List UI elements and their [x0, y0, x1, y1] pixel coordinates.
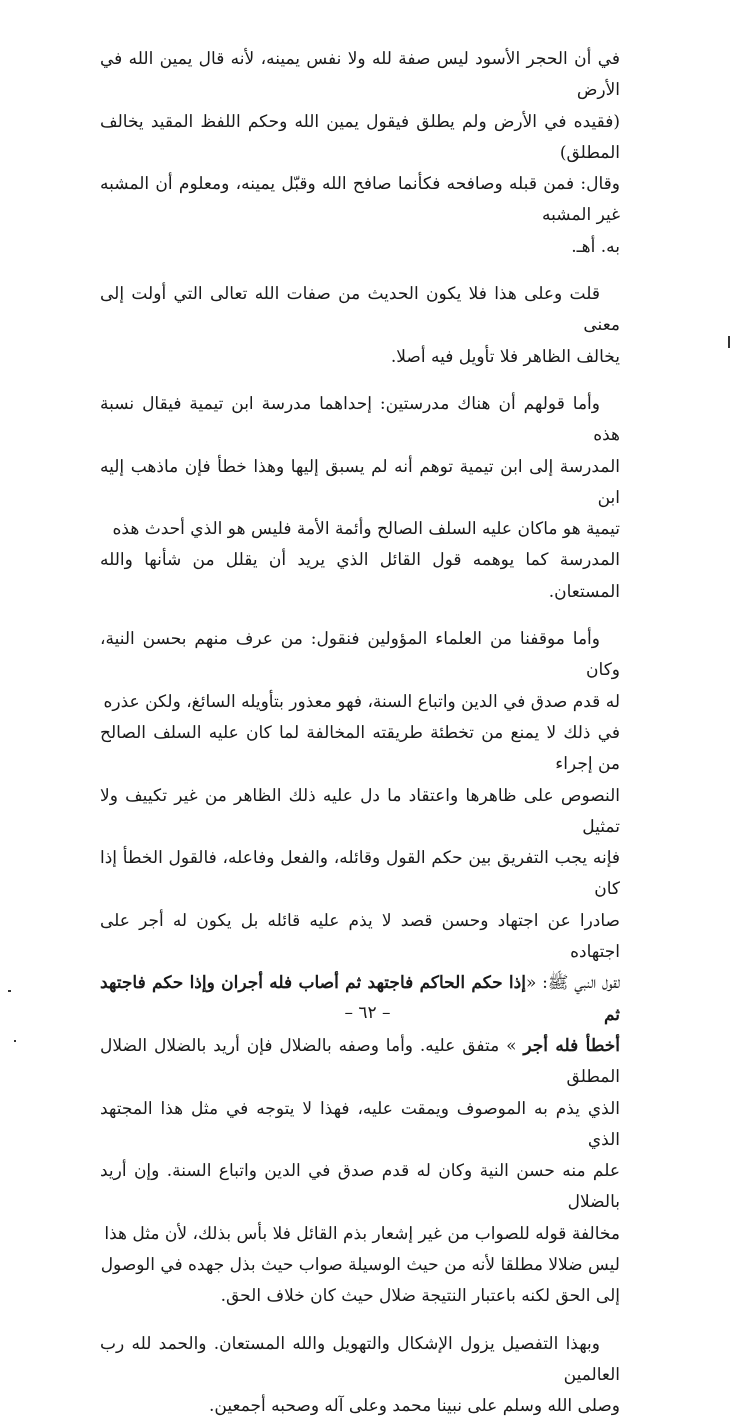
line: في أن الحجر الأسود ليس صفة لله ولا نفس يمينه، لأنه قال يمين الله في الأرض — [100, 49, 620, 101]
hadith-intro: لقول النبي ﷺ: « — [525, 973, 620, 994]
line: به. أهـ. — [571, 236, 620, 257]
line: تيمية هو ماكان عليه السلف الصالح وأئمة الأمة فليس هو الذي أحدث هذه — [112, 519, 620, 540]
hadith-text-end: أخطأ فله أجر — [523, 1035, 620, 1056]
line: قلت وعلى هذا فلا يكون الحديث من صفات الله تعالى التي أولت إلى معنى — [100, 284, 620, 336]
paragraph-3 — [100, 389, 620, 608]
line: إلى الحق لكنه باعتبار النتيجة ضلال حيث كان خلاف الحق. — [220, 1286, 620, 1307]
paragraph-2 — [100, 279, 620, 373]
line: وبهذا التفصيل يزول الإشكال والتهويل والله المستعان. والحمد لله رب العالمين — [100, 1333, 620, 1385]
line: في ذلك لا يمنع من تخطئة طريقته المخالفة لما كان عليه السلف الصالح من إجراء — [100, 722, 620, 775]
paragraph-5 — [100, 1329, 620, 1422]
hadith-text: إذا حكم الحاكم فاجتهد ثم أصاب فله أجران وإذا حكم فاجتهد ثم — [100, 973, 620, 1025]
line: النصوص على ظاهرها واعتقاد ما دل عليه ذلك الظاهر من غير تكييف ولا تمثيل — [100, 785, 620, 837]
line: وأما موقفنا من العلماء المؤولين فنقول: من عرف منهم بحسن النية، وكان — [100, 629, 620, 681]
paragraph-1 — [100, 44, 620, 263]
line: المدرسة كما يوهمه قول القائل الذي يريد أن يقلل من شأنها والله المستعان. — [100, 550, 620, 602]
line: وصلى الله وسلم على نبينا محمد وعلى آله وصحبه أجمعين. — [209, 1396, 620, 1417]
document-body — [100, 44, 620, 1422]
line: علم منه حسن النية وكان له قدم صدق في الدين واتباع السنة. وإن أريد بالضلال — [100, 1161, 620, 1213]
line: يخالف الظاهر فلا تأويل فيه أصلا. — [390, 346, 620, 367]
line: صادرا عن اجتهاد وحسن قصد لا يذم عليه قائله بل يكون له أجر على اجتهاده — [100, 910, 620, 963]
line: فإنه يجب التفريق بين حكم القول وقائله، والفعل وفاعله، فالقول الخطأ إذا كان — [100, 848, 620, 900]
line: ليس ضلالا مطلقا لأنه من حيث الوسيلة صواب حيث بذل جهده في الوصول — [100, 1254, 620, 1275]
paragraph-4 — [100, 624, 620, 1313]
scan-mark — [14, 1040, 16, 1042]
scan-mark — [728, 336, 730, 348]
hadith-after: » متفق عليه. وأما وصفه بالضلال فإن أريد بالضلال الضلال المطلق — [100, 1035, 620, 1088]
line: له قدم صدق في الدين واتباع السنة، فهو معذور بتأويله السائغ، ولكن عذره — [103, 691, 620, 712]
line: مخالفة قوله للصواب من غير إشعار بذم القائل فلا بأس بذلك، لأن مثل هذا — [104, 1223, 620, 1244]
line: الذي يذم به الموصوف ويمقت عليه، فهذا لا يتوجه في مثل هذا المجتهد الذي — [100, 1098, 620, 1150]
scan-mark — [8, 990, 11, 992]
page-number: – ٦٢ – — [344, 1003, 391, 1023]
line: وقال: فمن قبله وصافحه فكأنما صافح الله وقبّل يمينه، ومعلوم أن المشبه غير المشبه — [100, 174, 620, 226]
line: المدرسة إلى ابن تيمية توهم أنه لم يسبق إليها وهذا خطأ فإن ماذهب إليه ابن — [100, 456, 620, 508]
line: (فقيده في الأرض ولم يطلق فيقول يمين الله وحكم اللفظ المقيد يخالف المطلق) — [100, 111, 620, 163]
line: وأما قولهم أن هناك مدرستين: إحداهما مدرسة ابن تيمية فيقال نسبة هذه — [100, 393, 620, 446]
